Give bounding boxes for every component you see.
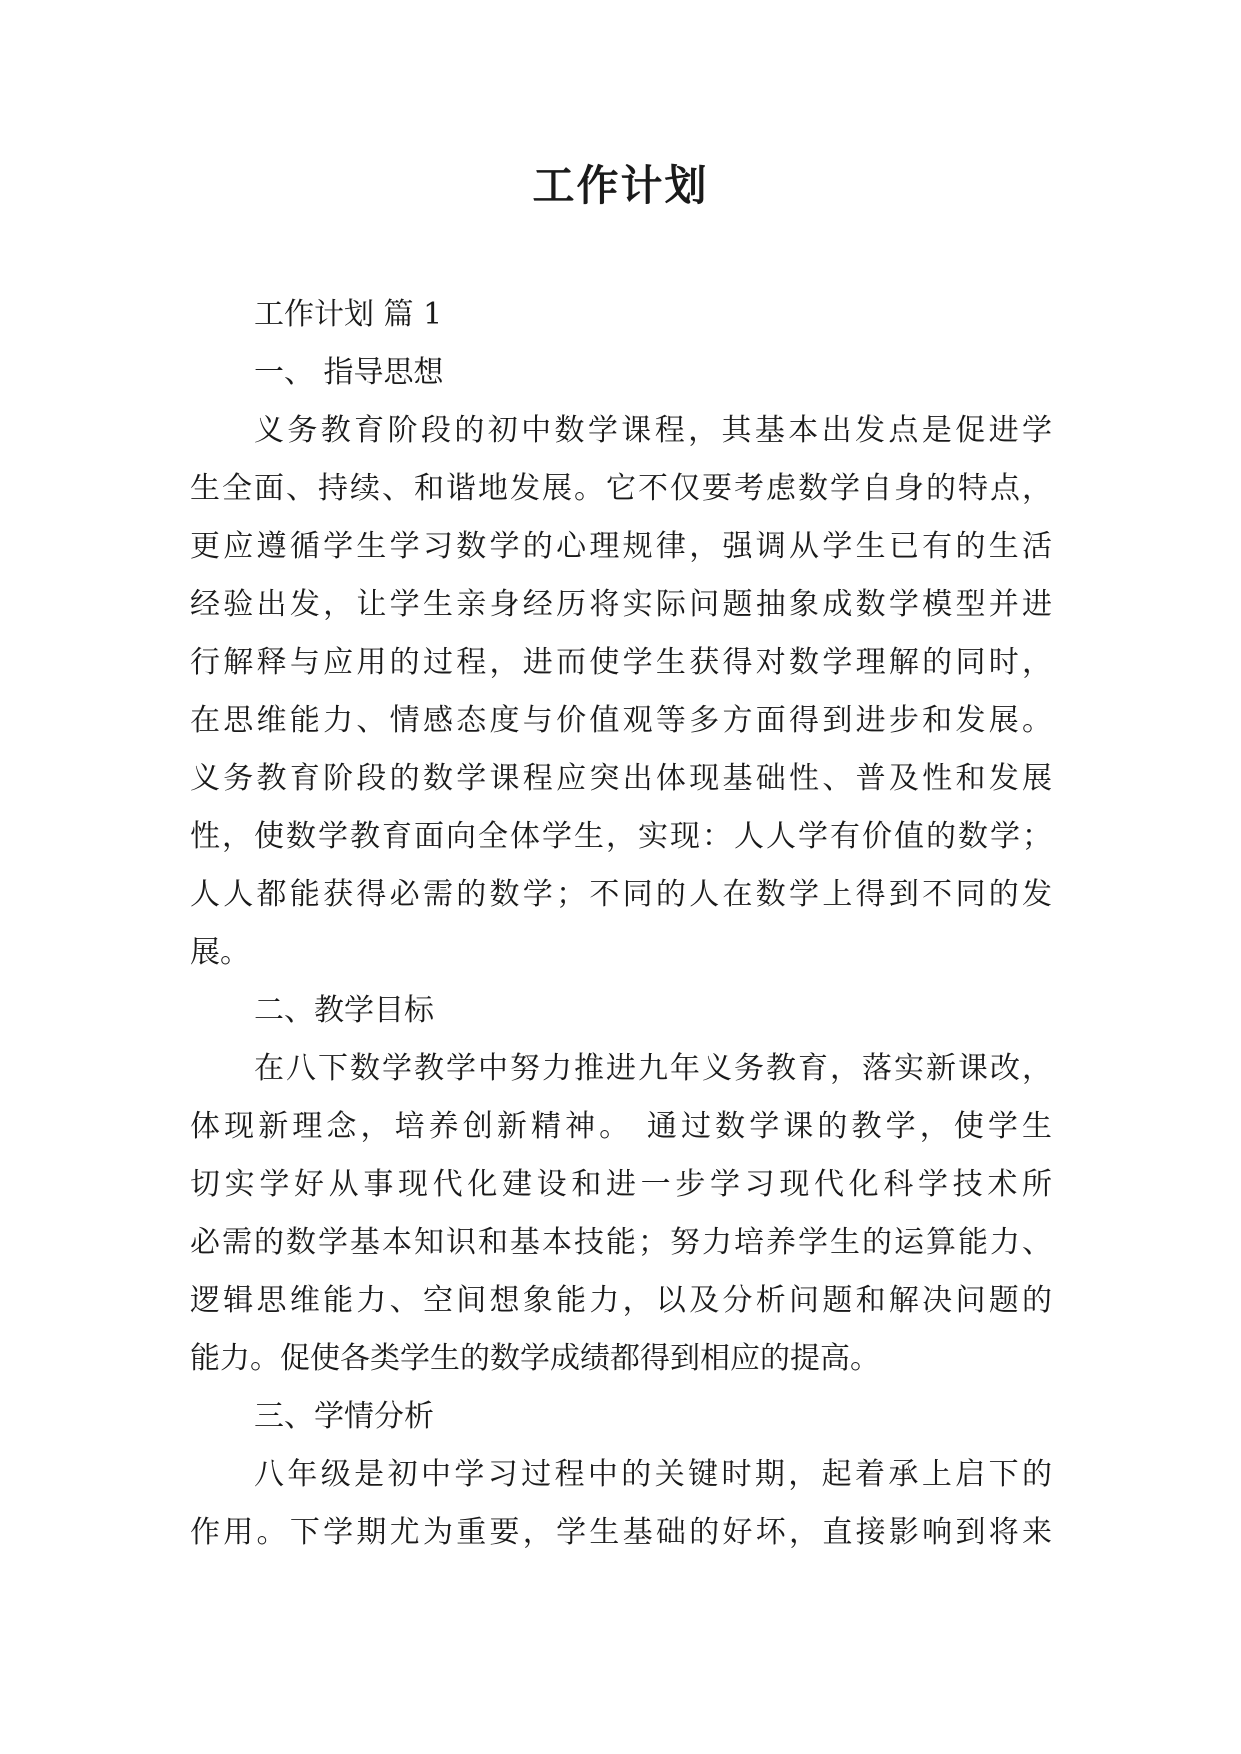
paragraph-line: 在八下数学教学中努力推进九年义务教育，落实新课改，	[254, 1051, 1052, 1086]
section2-heading: 二、教学目标	[254, 993, 434, 1028]
paragraph-line: 性，使数学教育面向全体学生，实现：人人学有价值的数学；	[190, 819, 1052, 854]
document-body	[190, 286, 1052, 1562]
paragraph-line: 经验出发，让学生亲身经历将实际问题抽象成数学模型并进	[190, 587, 1052, 622]
paragraph-line: 八年级是初中学习过程中的关键时期，起着承上启下的	[254, 1457, 1052, 1492]
paragraph-line: 能力。促使各类学生的数学成绩都得到相应的提高。	[190, 1341, 880, 1376]
paragraph-line: 切实学好从事现代化建设和进一步学习现代化科学技术所	[190, 1167, 1052, 1202]
paragraph-line: 人人都能获得必需的数学；不同的人在数学上得到不同的发	[190, 877, 1052, 912]
paragraph-line: 体现新理念，培养创新精神。 通过数学课的教学，使学生	[190, 1109, 1052, 1144]
document-title: 工作计划	[532, 161, 709, 210]
paragraph-line: 必需的数学基本知识和基本技能；努力培养学生的运算能力、	[190, 1225, 1052, 1260]
paragraph-line: 展。	[190, 935, 250, 970]
paragraph-line: 生全面、持续、和谐地发展。它不仅要考虑数学自身的特点，	[190, 471, 1052, 506]
section1-heading: 一、 指导思想	[254, 355, 444, 390]
paragraph-line: 在思维能力、情感态度与价值观等多方面得到进步和发展。	[190, 703, 1052, 738]
paragraph-line: 义务教育阶段的数学课程应突出体现基础性、普及性和发展	[190, 761, 1052, 796]
section-subtitle: 工作计划 篇 1	[254, 297, 443, 332]
paragraph-line: 义务教育阶段的初中数学课程，其基本出发点是促进学	[254, 413, 1052, 448]
paragraph-line: 行解释与应用的过程，进而使学生获得对数学理解的同时，	[190, 645, 1052, 680]
paragraph-line: 作用。下学期尤为重要，学生基础的好坏，直接影响到将来	[190, 1515, 1052, 1550]
paragraph-line: 更应遵循学生学习数学的心理规律，强调从学生已有的生活	[190, 529, 1052, 564]
section3-heading: 三、学情分析	[254, 1399, 434, 1434]
paragraph-line: 逻辑思维能力、空间想象能力，以及分析问题和解决问题的	[190, 1283, 1052, 1318]
